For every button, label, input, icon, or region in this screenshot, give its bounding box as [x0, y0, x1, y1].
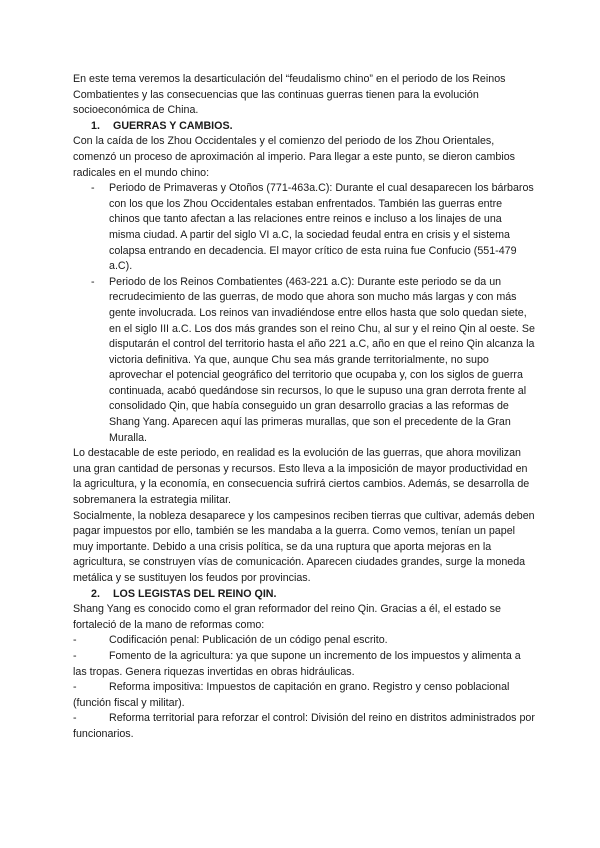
reform-dash: -	[73, 634, 77, 647]
reform-item	[73, 649, 535, 680]
reform-text: Reforma territorial para reforzar el control: División del reino en distritos administrados por funcionarios.	[73, 712, 535, 740]
bullet-item	[73, 181, 535, 275]
section-1-paragraph-1: Lo destacable de este periodo, en realidad es la evolución de las guerras, que ahora movilizan una gran cantidad de personas y recursos. Esto lleva a la imposición de mayor productividad en la agricultura, y la economía, en consecuencia sufrirá ciertos cambios. Además, se desarrolla de sobremanera la estrategia militar.	[73, 447, 530, 507]
reform-text: Reforma impositiva: Impuestos de capitación en grano. Registro y censo poblacional (función fiscal y militar).	[73, 681, 510, 709]
bullet-text: Periodo de los Reinos Combatientes (463-221 a.C): Durante este periodo se da un recrudecimiento de las guerras, de modo que ahora son mucho más largas y con más gente involucrada. Los reinos van invadiéndose entre ellos hasta que solo quedan siete, en el siglo III a.C. Los dos más grandes son el reino Chu, al sur y el reino Qin al oeste. Se disputarán el control del territorio hasta el año 221 a.C, año en que el reino Qin alcanza la victoria definitiva. Ya que, aunque Chu sea más grande territorialmente, no supo aprovechar el potencial geográfico del territorio que ocupaba y, con los siglos de guerra continuada, acabó quedándose sin recursos, lo que le supuso una gran derrota frente al consolidado Qin, que había conseguido un gran desarrollo gracias a las reformas de Shang Yang. Aparecen aquí las primeras murallas, que son el precedente de la Gran Muralla.	[109, 275, 535, 444]
reform-text: Codificación penal: Publicación de un código penal escrito.	[109, 634, 388, 647]
reform-dash: -	[73, 712, 77, 725]
section-1-number: 1.	[91, 119, 100, 132]
section-2-lead: Shang Yang es conocido como el gran reformador del reino Qin. Gracias a él, el estado se fortaleció de la mano de reformas como:	[73, 603, 501, 631]
bullet-item	[73, 275, 535, 447]
reform-item	[73, 633, 535, 649]
intro-paragraph: En este tema veremos la desarticulación del “feudalismo chino” en el periodo de los Reinos Combatientes y las consecuencias que las continuas guerras tienen para la evolución socioeconómica de China.	[73, 73, 506, 117]
section-1-lead: Con la caída de los Zhou Occidentales y el comienzo del periodo de los Zhou Orientales, comenzó un proceso de aproximación al imperio. Para llegar a este punto, se dieron cambios radicales en el mundo chino:	[73, 135, 515, 179]
document-body	[73, 72, 535, 743]
bullet-dash: -	[91, 275, 95, 288]
reform-item	[73, 711, 535, 742]
bullet-text: Periodo de Primaveras y Otoños (771-463a.C): Durante el cual desaparecen los bárbaros con los que los Zhou Occidentales estaban enfrentados. También las guerras entre chinos que tanto afectan a las relaciones entre reinos e incluso a los linajes de una misma ciudad. A partir del siglo VI a.C, la sociedad feudal entra en crisis y el sistema colapsa entrando en decadencia. El mayor crítico de esta ruina fue Confucio (551-479 a.C).	[109, 182, 534, 273]
section-1-title: GUERRAS Y CAMBIOS.	[113, 119, 233, 132]
reform-dash: -	[73, 681, 77, 694]
section-2-title: LOS LEGISTAS DEL REINO QIN.	[113, 587, 277, 600]
section-2-heading	[91, 587, 535, 603]
bullet-dash: -	[91, 182, 95, 195]
section-2-number: 2.	[91, 587, 100, 600]
reform-dash: -	[73, 649, 77, 662]
section-1-paragraph-2: Socialmente, la nobleza desaparece y los campesinos reciben tierras que cultivar, además deben pagar impuestos por ello, también se les mandaba a la guerra. Como vemos, tenían un papel muy importante. Debido a una crisis política, se da una ruptura que aporta mejoras en la agricultura, se construyen vías de comunicación. Aparecen ciudades grandes, surge la moneda metálica y se sustituyen los feudos por provincias.	[73, 509, 535, 584]
section-1-heading	[91, 119, 535, 135]
reform-text: Fomento de la agricultura: ya que supone un incremento de los impuestos y alimenta a las tropas. Genera riquezas invertidas en obras hidráulicas.	[73, 649, 521, 678]
reform-item	[73, 680, 535, 711]
